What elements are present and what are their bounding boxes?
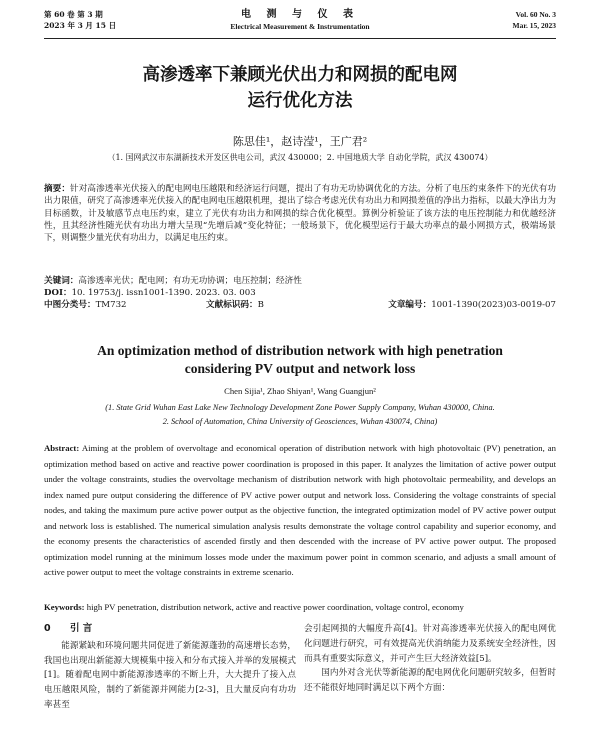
title-en-line-1: An optimization method of distribution network with high penetration	[97, 343, 503, 358]
volume-issue-en: Vol. 60 No. 3	[515, 10, 556, 19]
section-heading-intro	[44, 622, 296, 637]
section-title: 引 言	[70, 623, 93, 634]
doi-line	[44, 287, 556, 299]
abstract-cn	[44, 183, 556, 244]
header-center	[44, 9, 556, 32]
running-header	[44, 9, 556, 37]
clc-value: TM732	[95, 300, 127, 310]
keywords-en-label: Keywords:	[44, 602, 85, 612]
intro-paragraph-1-cont: 会引起网损的大幅度升高[4]。针对高渗透率光伏接入的配电网优化问题进行研究，可有效提高光伏消纳能力及系统安全经济性，因而具有重要实际意义，并可产生巨大经济效益[5]。	[304, 624, 556, 664]
intro-right-column	[304, 622, 556, 696]
header-rule	[44, 38, 556, 39]
header-right	[513, 9, 556, 31]
paper-title-en	[50, 342, 550, 378]
authors-cn: 陈思佳¹，赵诗滢¹，王广君²	[232, 135, 368, 148]
intro-left-column	[44, 622, 296, 713]
section-number: 0	[44, 623, 51, 634]
classification-line	[44, 299, 556, 311]
doi-label: DOI：	[44, 288, 72, 298]
volume-issue: 第 60 卷 第 3 期	[44, 10, 103, 19]
title-en-line-2: considering PV output and network loss	[184, 361, 416, 376]
publish-date-cn: 2023 年 3 月 15 日	[44, 21, 117, 30]
article-no-field	[388, 299, 556, 311]
metadata-block	[44, 275, 556, 311]
clc-field	[44, 300, 127, 310]
article-no-label: 文章编号：	[388, 300, 432, 310]
paper-title-cn	[60, 62, 540, 114]
keywords-cn	[44, 275, 556, 287]
keywords-cn-label: 关键词：	[44, 276, 79, 286]
abstract-en-text: Aiming at the problem of overvoltage and economical operation of distribution network with high photovoltaic (PV) penetration, an optimization method based on active and reactive power coordination is proposed in this paper. It analyzes the limitation of active power output under the voltage constraints, studies the overvoltage mechanism of distribution network with high photovoltaic permeability, and develops an index named pure output considering the difference of PV active power output and network loss. Considering the voltage constraints of special nodes, and taking the maximum pure active power output as the objective function, the integrated optimization model of PV active power output and network loss is established. The numerical simulation analysis results demonstrate the voltage control capability and superior economy, and the economy presents the characteristics of ascended firstly and then descended with the increase of PV active power output. The proposed optimization model running at the minimum losses mode under the maximum power point in common scenario, and adjusts a small amount of active power output to meet the voltage constraints in extreme scenario.	[44, 443, 556, 577]
affiliation-en-line-1: (1. State Grid Wuhan East Lake New Technology Development Zone Power Supply Company, Wuhan 430000, China.	[105, 403, 495, 412]
keywords-en-text: high PV penetration, distribution network, active and reactive power coordination, voltage control, economy	[86, 602, 464, 612]
title-cn-line-1: 高渗透率下兼顾光伏出力和网损的配电网	[142, 65, 458, 85]
abstract-cn-text: 针对高渗透率光伏接入的配电网电压越限和经济运行问题，提出了有功无功协调优化的方法。分析了电压约束条件下的光伏有功出力限值，研究了高渗透率光伏接入的配电网电压越限机理，提出了综合考虑光伏有功出力和网损差值的净出力指标，以最大净出力为目标函数，计及敏感节点电压约束，建立了光伏有功出力和网损的综合优化模型。算例分析验证了该方法的电压控制能力和优越经济性，且其经济性随光伏有功出力增大呈现“先增后减”变化特征；一般场景下，优化模型运行于最大功率点的最小网损方式，极端场景下，则调整少量光伏有功出力，以满足电压约束。	[44, 184, 556, 244]
authors-en: Chen Sijia¹, Zhao Shiyan¹, Wang Guangjun²	[224, 386, 376, 396]
intro-paragraph-2: 国内外对含光伏等新能源的配电网优化问题研究较多，但暂时还不能很好地同时满足以下两个方面：	[304, 668, 556, 694]
doc-code-field	[206, 299, 264, 311]
abstract-en-label: Abstract:	[44, 443, 80, 453]
doc-code-label: 文献标识码：	[206, 300, 258, 310]
journal-name-cn: 电 测 与 仪 表	[241, 9, 359, 20]
affiliation-cn: （1. 国网武汉市东湖新技术开发区供电公司，武汉 430000；2. 中国地质大学 自动化学院，武汉 430074）	[107, 153, 493, 162]
affiliation-en-line-2: 2. School of Automation, China University of Geosciences, Wuhan 430074, China)	[162, 417, 438, 426]
keywords-cn-text: 高渗透率光伏；配电网；有功无功协调；电压控制；经济性	[78, 276, 302, 286]
clc-label: 中图分类号：	[44, 300, 96, 310]
intro-paragraph-1: 能源紧缺和环境问题共同促进了新能源蓬勃的高速增长态势，我国也出现出新能源大规模集中接入和分布式接入并举的发展模式[1]。随着配电网中新能源渗透率的不断上升，大大提升了接入点电压越限风险，制约了新能源并网能力[2-3]，且大量反向有功功率甚至	[44, 640, 296, 710]
publish-date-en: Mar. 15, 2023	[512, 21, 556, 30]
doc-code-value: B	[257, 300, 264, 310]
keywords-en	[44, 601, 556, 613]
abstract-en	[44, 441, 556, 581]
doi-text: 10. 19753/j. issn1001-1390. 2023. 03. 003	[71, 288, 256, 298]
abstract-cn-label: 摘要：	[44, 184, 71, 194]
title-cn-line-2: 运行优化方法	[247, 91, 353, 111]
affiliation-en	[44, 401, 556, 429]
journal-name-en: Electrical Measurement & Instrumentation	[230, 22, 370, 31]
article-no-value: 1001-1390(2023)03-0019-07	[431, 300, 556, 310]
